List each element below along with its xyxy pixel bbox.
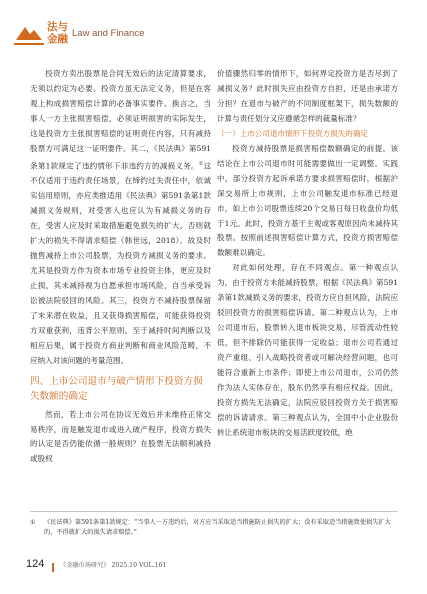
journal-info: 《金融市场研究》 2025.10 VOL.161 xyxy=(60,562,167,569)
footnote-mark: ① xyxy=(30,519,36,526)
left-column xyxy=(30,67,211,467)
subsection-heading: （一）上市公司退市情形下投资方损失的确定 xyxy=(217,128,368,138)
body-paragraph: 投资方减持股票是损害赔偿数额确定的前提。该结论在上市公司退市时可能需要做出一定调整。实践中，部分投资方起诉承诺方要求损害赔偿时，根据沪深交易所上市规则，上市公司触发退市标准已经退市，如上市公司股票连续20个交易日每日收盘价均低于1元。此时，投资方基于主观或客观原因尚未减持其股票。按照前述损害赔偿计算方式，投资方损害赔偿数额难以确定。 xyxy=(217,143,398,258)
logo-line-1: 法与 xyxy=(47,21,68,33)
footnote xyxy=(30,518,398,538)
logo-icon xyxy=(12,20,46,48)
body-paragraph: 对此如何处理，存在不同观点。第一种观点认为，由于投资方未能减持股票，根据《民法典》第591条第1款减损义务的要求，投资方应自担风险，法院应驳回投资方的损害赔偿诉请。第二种观点认为，上市公司退市后，股票转入退市板块交易，尽管流动性较低，但不排除仍可能获得一定收益；退市公司若通过资产重组、引入战略投资者或可解决经营问题，也可能符合重新上市条件；即使上市公司退市，公司仍然作为法人实体存在，股东仍然享有相应权益。因此，投资方损失无法确定，法院应驳回投资方关于损害赔偿的诉请请求。第三种观点认为，全国中小企业股份转让系统退市板块的交易活跃度较低，绝 xyxy=(217,263,398,437)
section-heading: 四、上市公司退市与破产情形下投资方损失数额的确定 xyxy=(30,375,203,402)
footnote-ref[interactable]: ① xyxy=(198,160,204,167)
body-paragraph xyxy=(30,67,211,369)
page-header xyxy=(0,0,427,60)
footer-accent-bar xyxy=(52,563,54,572)
footnote-divider xyxy=(30,511,398,512)
body-paragraph: 然而，若上市公司在协议无效后并未维持正常交易秩序，而是触发退市或进入破产程序，投资方损失的认定是否仍能依循一般规则？在股票无法顺利减持或股权 xyxy=(30,409,211,464)
right-column xyxy=(217,67,398,441)
section-title-english: Law and Finance xyxy=(72,28,145,39)
body-paragraph: 价值骤然归零的情形下，如何界定投资方是否尽到了减损义务？此时损失应由投资方自担，还是由承诺方分担？在退市与破产的不同制度框架下，损失数额的计算与责任划分又应遵循怎样的裁量标准？ xyxy=(217,69,398,123)
footnote-text: 《民法典》第591条第1款规定：“当事人一方违约后，对方应当采取适当措施防止损失的扩大；没有采取适当措施致使损失扩大的，不得就扩大的损失请求赔偿。” xyxy=(44,519,391,536)
page-number: 124 xyxy=(26,558,45,570)
section-logo-text xyxy=(47,21,68,45)
logo-line-2: 金融 xyxy=(47,33,68,45)
page-footer xyxy=(26,558,406,574)
paragraph-text: 投资方卖出股票是合同无效后的法定清算要求，无须以约定为必要。投资方虽无法定义务，但是在客观上构成损害赔偿计算的必备事实要件。换言之，当事人一方主张损害赔偿，必须证明损害的实际发生，这是投资方主张损害赔偿的证明责任内容，只有减持股票方可满足这一证明要件。其二，《民法典》第591条第1款规定了违约情形下非违约方的减损义务。 xyxy=(30,69,211,171)
paragraph-text: 这不仅适用于违约责任场景，在缔约过失责任中，依诚实信用原则，亦应类推适用《民法典》第591条第1款减损义务规则，对受害人也应认为有减损义务的存在，受害人应及时采取措施避免损失的扩大，否则就扩大的损失不得请求赔偿（韩世远，2018）。故及时抛售减持上市公司股票，为投资方减损义务的要求。尤其是投资方作为资本市场专业投资主体，更应及时止损，其未减持视为自愿承担市场风险，自当承受诉讼被法院驳回的风险。其三，投资方不减持股票保留了未来潜在收益，且又获得损害赔偿，可能获得投资方双重获利，违背公平原则。至于减持时间判断以及相应后果，属于投资方商业判断和商业风险范畴，不应纳入对该问题的考量范围。 xyxy=(30,161,211,365)
